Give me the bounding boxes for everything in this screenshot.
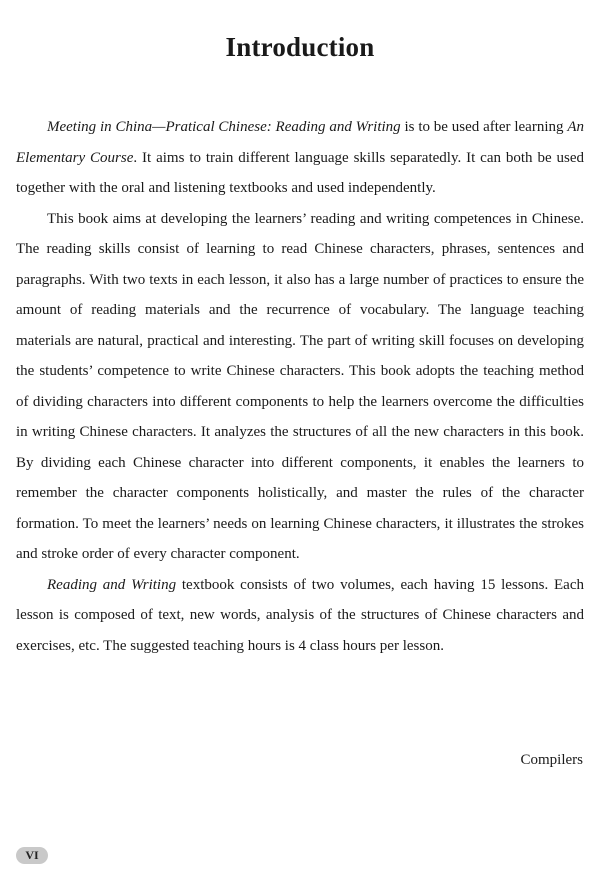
- body-text: [16, 112, 584, 661]
- paragraph-1-text-a: is to be used after learning: [400, 119, 568, 135]
- page-number: VI: [16, 847, 48, 864]
- signature: Compilers: [520, 752, 583, 768]
- book-title-elementary-course: An Elementary Course: [16, 119, 584, 166]
- paragraph-1: [16, 112, 584, 204]
- paragraph-1-text-b: . It aims to train different language skills separatedly. It can both be used together with the oral and listening textbooks and used independently.: [16, 149, 585, 196]
- paragraph-2: This book aims at developing the learners’ reading and writing competences in Chinese. The reading skills consist of learning to read Chinese characters, phrases, sentences and paragraphs. With two texts in each lesson, it also has a large number of practices to ensure the amount of reading materials and the recurrence of vocabulary. The language teaching materials are natural, practical and interesting. The part of writing skill focuses on developing the students’ competence to write Chinese characters. This book adopts the teaching method of dividing characters into different components to help the learners overcome the difficulties in writing Chinese characters. It analyzes the structures of all the new characters in this book. By dividing each Chinese character into different components, it enables the learners to remember the character components holistically, and master the rules of the character formation. To meet the learners’ needs on learning Chinese characters, it illustrates the strokes and stroke order of every character component.: [16, 210, 584, 562]
- page-title: Introduction: [225, 32, 375, 62]
- paragraph-3-text: textbook consists of two volumes, each having 15 lessons. Each lesson is composed of text, new words, analysis of the structures of Chinese characters and exercises, etc. The suggested teaching hours is 4 class hours per lesson.: [16, 576, 584, 654]
- book-title-short: Reading and Writing: [47, 576, 177, 593]
- paragraph-3: [16, 570, 584, 662]
- book-title-reading-writing: Meeting in China—Pratical Chinese: Reading and Writing: [47, 119, 401, 135]
